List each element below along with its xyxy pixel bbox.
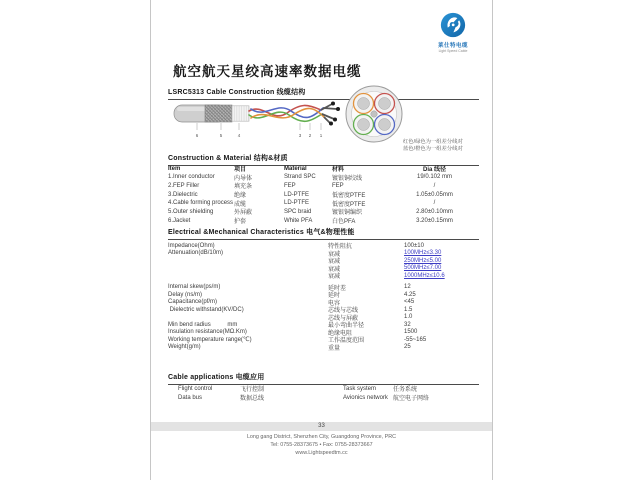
cell-item: 3.Dielectric [168,191,198,198]
cell-value: 1.5 [404,306,413,313]
section-heading-electrical-mechanical: Electrical &Mechanical Characteristics 电气&物理性能 [168,227,479,240]
app-left-en: Flight control [178,385,213,392]
col-header-item-cn: 项目 [234,167,247,173]
table-row [168,207,479,216]
cell-dia: 3.20±0.15mm [416,217,453,224]
company-address: Long gang District, Shenzhen City, Guangdong Province, PRC [246,434,397,440]
table-row [168,393,479,402]
cell-value: 1500 [404,329,418,335]
electrical-characteristics-table [168,241,479,350]
attenuation-value-link[interactable]: 250MHz≤5.00 [404,257,442,264]
table-row [168,335,479,343]
cell-dia: / [433,182,436,189]
company-contact: Tel: 0755-28373675 • Fax: 0755-28373667 [270,442,373,448]
cell-label-en: Attenuation(dB/10m) [168,250,224,256]
cell-item-cn: 绝缘 [234,193,247,200]
col-header-dia: Dia 线径 [422,167,446,173]
cell-dia: 1.05±0.05mm [416,191,453,198]
callout-number: 4 [237,133,241,138]
callout-number: 3 [298,133,302,138]
cell-label-en: Capacitance(pf/m) [168,299,218,305]
pair-note-line1: 红色/绿色为一组差分线对 [403,139,463,145]
app-left-cn: 数据总线 [240,396,265,402]
cell-value: -55~165 [404,336,427,343]
table-row [168,271,479,279]
callout-number: 6 [195,133,199,138]
cell-dia: 2.80±0.10mm [416,208,453,215]
braid-shield-layer [205,105,232,122]
company-logo [433,12,473,54]
cell-item-cn: 填充条 [234,184,253,191]
page-number: 33 [318,423,325,429]
page-title: 航空航天星绞高速率数据电缆 [173,64,362,79]
cell-material: Strand SPC [284,174,316,181]
cable-cross-section-diagram [339,82,409,148]
table-row [168,283,479,291]
callout-number: 2 [308,133,312,138]
cell-label-cn: 最小弯曲半径 [328,323,365,329]
cell-label-en: Delay (ns/m) [168,291,203,298]
cell-material: White PFA [284,217,313,224]
cell-label-en: Min bend radius mm [168,321,238,328]
wire-blue [375,115,395,135]
app-right-en: Task system [343,385,377,392]
cell-label-en: Internal skew(ps/m) [168,284,221,290]
cell-item-cn: 成缆 [234,201,247,208]
table-row [168,181,479,190]
cell-label-cn: 工作温度范围 [328,338,365,344]
section-heading-cable-applications: Cable applications 电缆应用 [168,372,479,385]
app-right-cn: 航空电子网络 [393,396,430,402]
logo-name-cn: 莱仕特电缆 [437,43,468,49]
company-website-link[interactable]: www.Lightspeedtm.cc [295,450,348,456]
table-row [168,190,479,199]
cell-material: LD-PTFE [284,191,310,198]
table-row [168,173,479,182]
col-header-item: Item [168,165,181,172]
callout-number: 5 [219,133,223,138]
cell-material: LD-PTFE [284,200,310,207]
construction-material-table [168,164,479,225]
table-row [168,320,479,328]
attenuation-value-link[interactable]: 100MHz≤3.30 [404,250,442,256]
section-heading-construction-material: Construction & Material 结构&材质 [168,153,479,166]
app-right-cn: 任务系统 [393,387,418,393]
table-row [168,249,479,257]
wire-red [375,94,395,114]
light-speed-cable-logo-icon [440,12,466,38]
wire-green [354,115,374,135]
page-number-bar [151,422,492,431]
col-header-material: Material [284,165,307,172]
table-row [168,298,479,306]
table-header-row [168,164,479,173]
cell-value: 12 [404,284,411,290]
table-row [168,199,479,208]
attenuation-value-link[interactable]: 1000MHz≤10.6 [404,272,445,279]
cell-material-cn: FEP [332,182,344,189]
cell-label-en: Insulation resistance(MΩ.Km) [168,329,247,335]
cell-dia: 19/0.102 mm [416,174,453,181]
cell-label-cn: 衰减 [328,266,341,273]
table-row [168,264,479,272]
cell-item-cn: 护套 [234,219,247,226]
cable-applications-table [168,384,479,402]
datasheet-page [150,0,493,480]
section-heading-cable-construction: LSRC5313 Cable Construction 线缆结构 [168,87,479,100]
table-row [168,305,479,313]
cable-side-view-diagram [171,99,346,141]
table-row [168,241,479,249]
wire-orange [354,94,374,114]
app-left-en: Data bus [178,394,203,401]
layer-callouts [196,123,323,138]
cell-dia: / [433,200,436,207]
cell-value: 100±10 [404,242,424,249]
cell-value: <45 [404,299,415,305]
cell-label-cn: 延时差 [328,285,347,292]
cell-material-cn: 低密度PTFE [332,201,366,208]
cell-material: FEP [284,182,296,189]
twisted-pairs [249,105,324,121]
cell-label-cn: 绝缘电阻 [328,330,353,337]
cell-item-cn: 内导体 [234,175,253,182]
callout-number: 1 [319,133,323,138]
cell-item: 2.FEP Filler [168,182,200,189]
cell-item-cn: 外屏蔽 [234,210,253,217]
cell-label-en: Impedance(Ohm) [168,242,215,249]
conductor-ends [321,102,340,126]
cell-label-cn: 衰减 [328,251,341,258]
cell-label-en: Weight(g/m) [168,344,201,350]
app-right-en: Avionics network [343,394,388,401]
cell-label-cn: 芯线与芯线 [328,308,359,314]
cell-material-cn: 镀银铜编织 [332,210,363,217]
cell-material-cn: 白色PFA [332,219,356,226]
table-row [168,343,479,351]
cell-value: 4.25 [404,291,416,298]
attenuation-value-link[interactable]: 500MHz≤7.00 [404,265,442,271]
cell-item: 1.Inner conductor [168,174,215,181]
cell-label-cn: 延时 [328,293,341,299]
cell-label-cn: 衰减 [328,259,341,265]
cell-label-en: Dielectric withstand(KV/DC) [168,306,244,313]
cell-label-en: Working temperature range(℃) [168,337,252,343]
table-row [168,328,479,336]
cell-label-cn: 衰减 [328,274,341,280]
footer-address-block [151,433,492,457]
cell-value: 32 [404,321,411,328]
cell-label-cn: 芯线与屏蔽 [328,315,359,322]
pair-note-line2: 蓝色/橙色为一组差分线对 [403,145,463,152]
cell-item: 6.Jacket [168,217,191,224]
cell-item: 4.Cable forming process [168,200,234,207]
cell-label-cn: 重量 [328,345,341,352]
wrap-layer [232,106,249,121]
cell-value: 25 [404,344,411,350]
table-row [168,256,479,264]
table-row [168,216,479,225]
table-row [168,384,479,393]
cell-item: 5.Outer shielding [168,208,214,215]
pair-color-note [403,139,463,152]
col-header-material-cn: 材料 [332,167,345,173]
cell-value: 1.0 [404,314,413,320]
app-left-cn: 飞行控制 [240,387,265,393]
logo-name-en: Light Speed Cable [438,49,468,53]
table-row [168,290,479,298]
center-filler [371,111,377,117]
cell-material: SPC braid [284,208,312,215]
cell-material-cn: 低密度PTFE [332,193,366,200]
cell-label-cn: 特性阻抗 [328,244,353,250]
cell-material-cn: 镀银铜绞线 [332,175,363,182]
table-row [168,313,479,321]
cell-label-cn: 电容 [328,300,341,307]
